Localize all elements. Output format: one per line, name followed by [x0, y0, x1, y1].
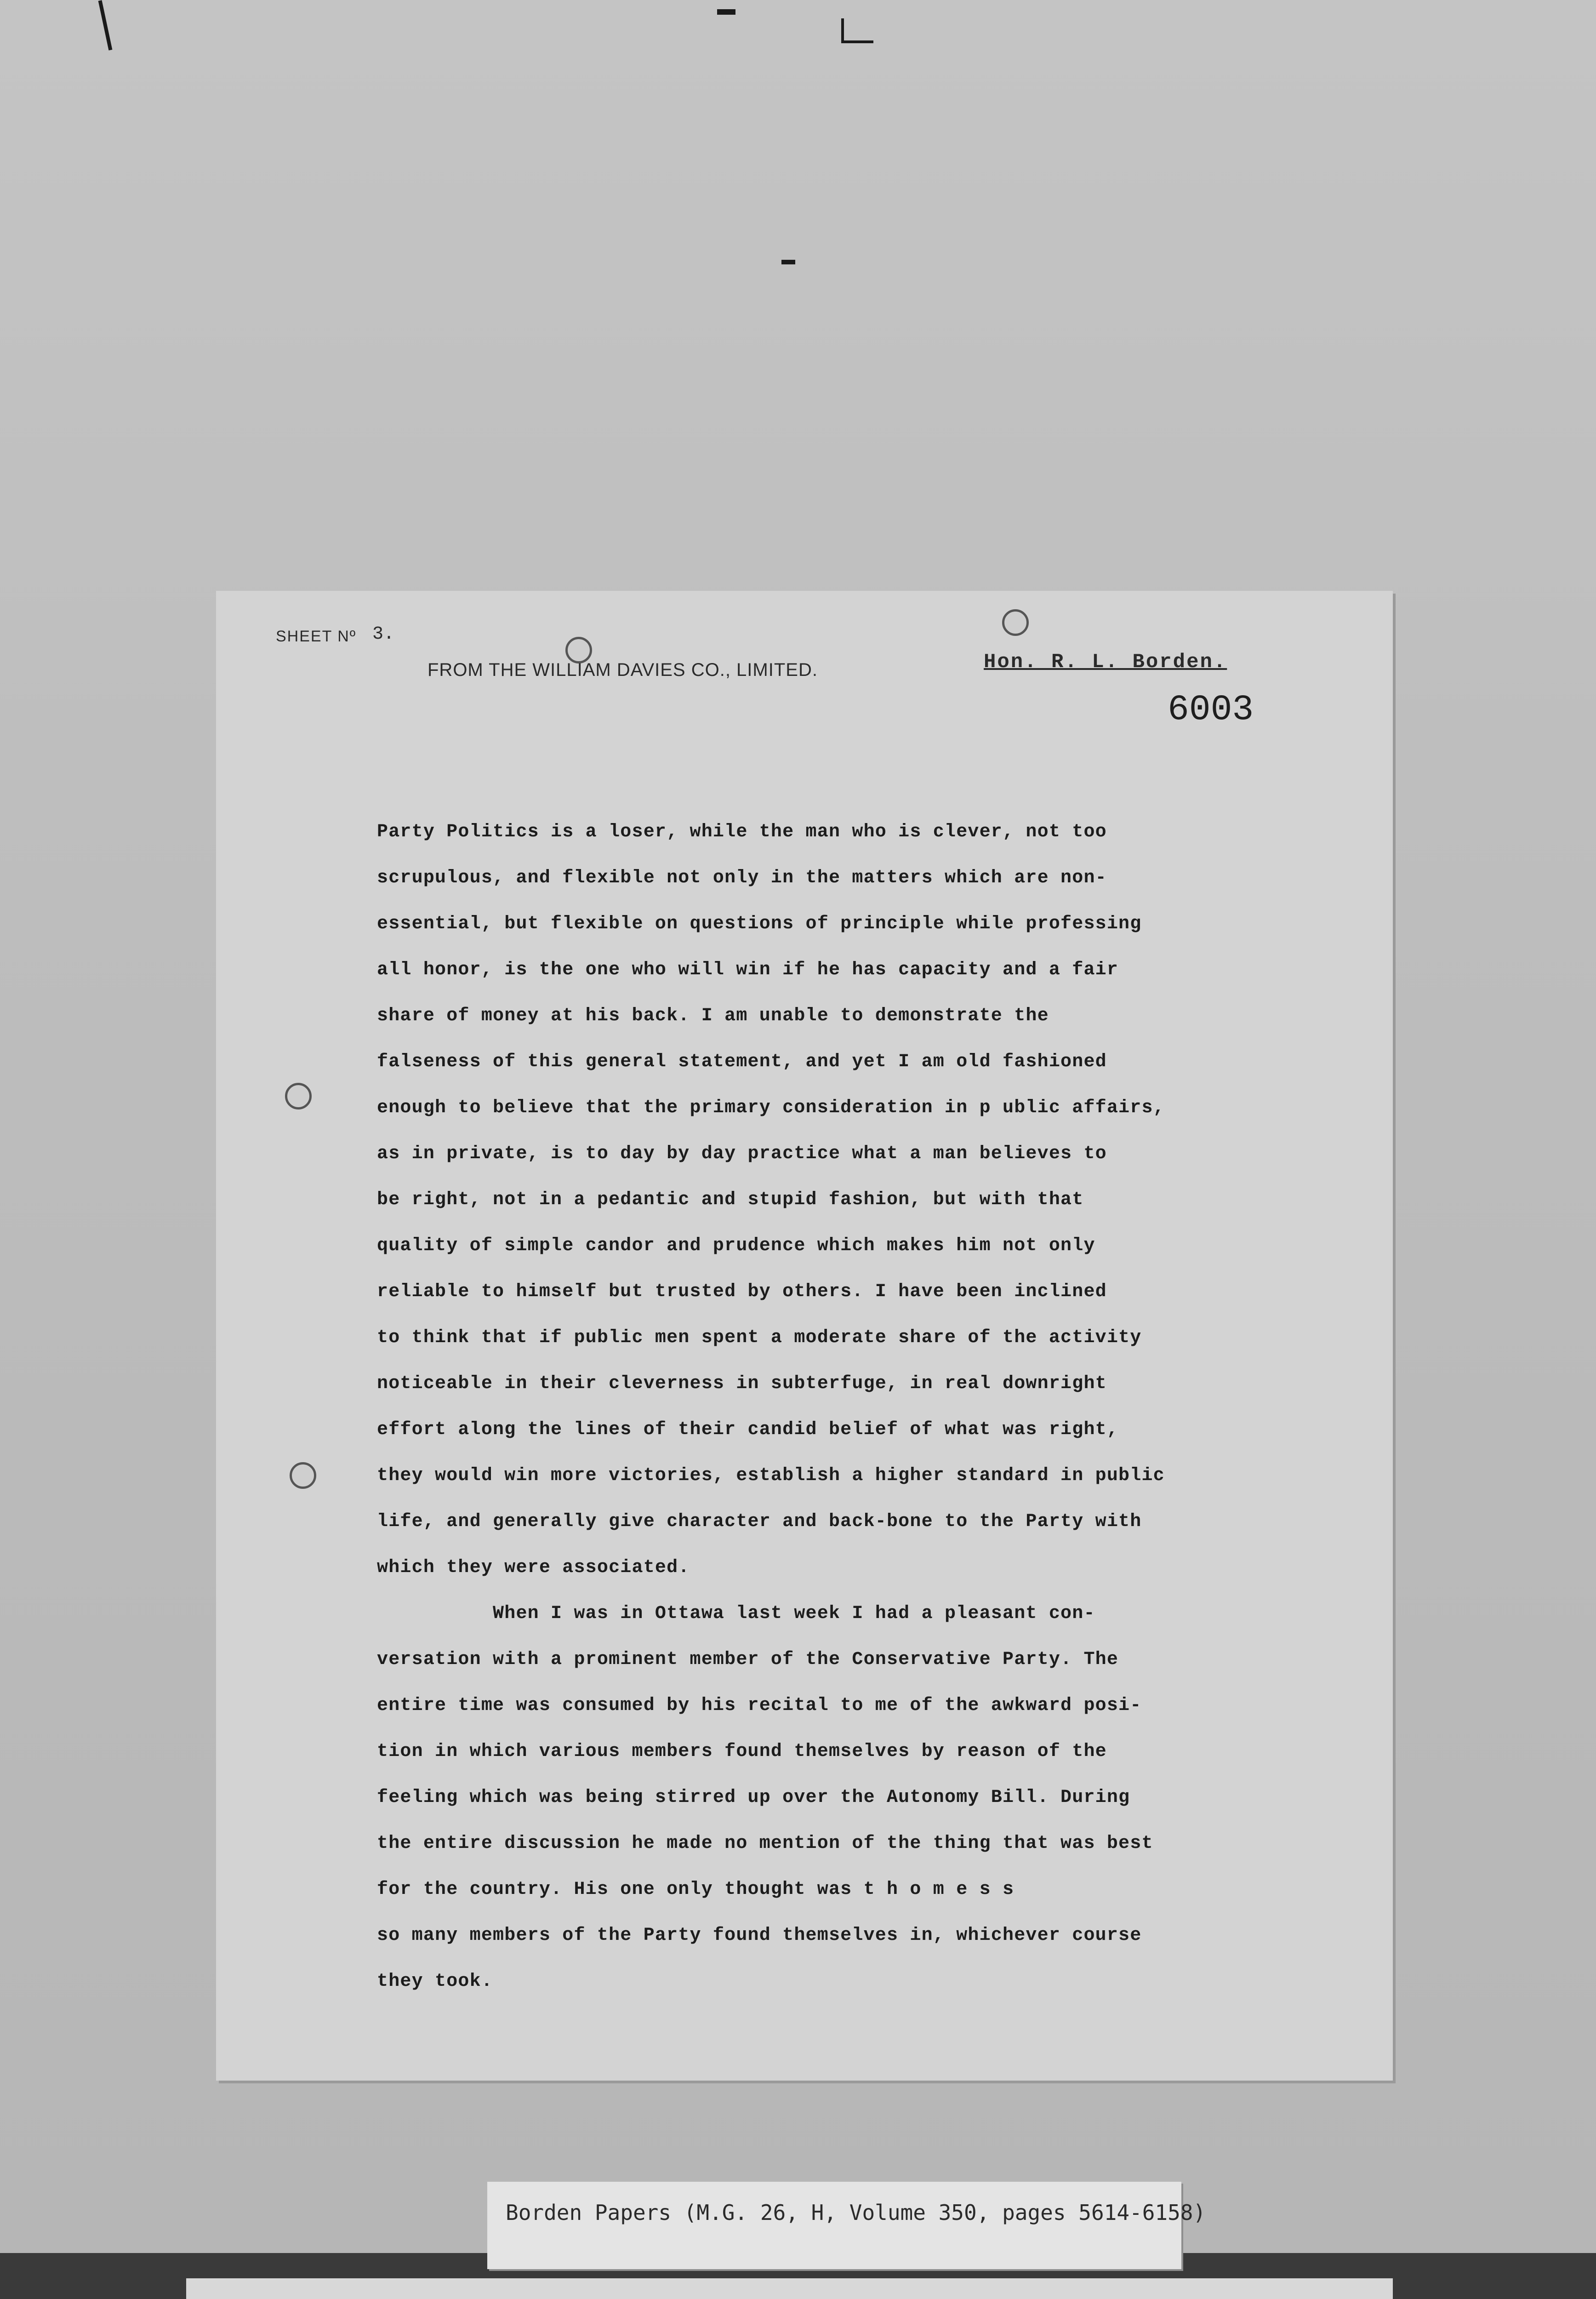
- body-line: tion in which various members found themselves by reason of the: [377, 1741, 1107, 1762]
- body-line: which they were associated.: [377, 1557, 690, 1578]
- body-line: the entire discussion he made no mention of the thing that was best: [377, 1833, 1153, 1854]
- body-line: they would win more victories, establish a higher standard in public: [377, 1465, 1165, 1486]
- body-line: as in private, is to day by day practice what a man believes to: [377, 1144, 1107, 1164]
- body-line: falseness of this general statement, and yet I am old fashioned: [377, 1052, 1107, 1072]
- body-line: effort along the lines of their candid belief of what was right,: [377, 1419, 1119, 1440]
- body-line: entire time was consumed by his recital to me of the awkward posi-: [377, 1695, 1142, 1716]
- punch-hole-icon: [285, 1083, 312, 1109]
- body-line: When I was in Ottawa last week I had a pleasant con-: [377, 1603, 1095, 1624]
- sheet-label: SHEET Nº: [276, 628, 357, 645]
- body-line: share of money at his back. I am unable to demonstrate the: [377, 1006, 1049, 1026]
- company-letterhead: FROM THE WILLIAM DAVIES CO., LIMITED.: [428, 660, 818, 680]
- letter-body: [377, 809, 1333, 2005]
- page-number-stamp: 6003: [1168, 690, 1254, 730]
- body-line: essential, but flexible on questions of principle while professing: [377, 914, 1142, 934]
- body-line: versation with a prominent member of the Conservative Party. The: [377, 1649, 1119, 1670]
- citation-text: Borden Papers (M.G. 26, H, Volume 350, pages 5614-6158): [506, 2200, 1206, 2225]
- sheet-number: 3.: [372, 624, 395, 645]
- body-line: life, and generally give character and back-bone to the Party with: [377, 1511, 1142, 1532]
- letter-sheet: [216, 591, 1393, 2081]
- film-speck-mark: [717, 9, 735, 15]
- punch-hole-icon: [290, 1462, 316, 1489]
- body-line: quality of simple candor and prudence which makes him not only: [377, 1235, 1095, 1256]
- film-scratch-mark: [841, 40, 873, 43]
- film-scratch-mark: [841, 18, 844, 41]
- body-line: Party Politics is a loser, while the man who is clever, not too: [377, 822, 1107, 842]
- body-line: scrupulous, and flexible not only in the matters which are non-: [377, 868, 1107, 888]
- body-line: all honor, is the one who will win if he has capacity and a fair: [377, 960, 1119, 980]
- body-line: so many members of the Party found themselves in, whichever course: [377, 1925, 1142, 1946]
- punch-hole-icon: [1002, 609, 1029, 636]
- body-line: enough to believe that the primary consideration in p ublic affairs,: [377, 1098, 1165, 1118]
- body-line: to think that if public men spent a moderate share of the activity: [377, 1327, 1142, 1348]
- body-line: reliable to himself but trusted by others. I have been inclined: [377, 1281, 1107, 1302]
- citation-label: [487, 2182, 1206, 2269]
- film-speck-mark: [781, 260, 795, 264]
- body-line: they took.: [377, 1971, 493, 1992]
- body-line: be right, not in a pedantic and stupid fashion, but with that: [377, 1190, 1084, 1210]
- body-line: feeling which was being stirred up over the Autonomy Bill. During: [377, 1787, 1130, 1808]
- body-line: for the country. His one only thought was t h o m e s s: [377, 1879, 1015, 1900]
- recipient-name: Hon. R. L. Borden.: [984, 651, 1227, 674]
- body-line: noticeable in their cleverness in subterfuge, in real downright: [377, 1373, 1107, 1394]
- archives-card: [186, 2278, 1393, 2299]
